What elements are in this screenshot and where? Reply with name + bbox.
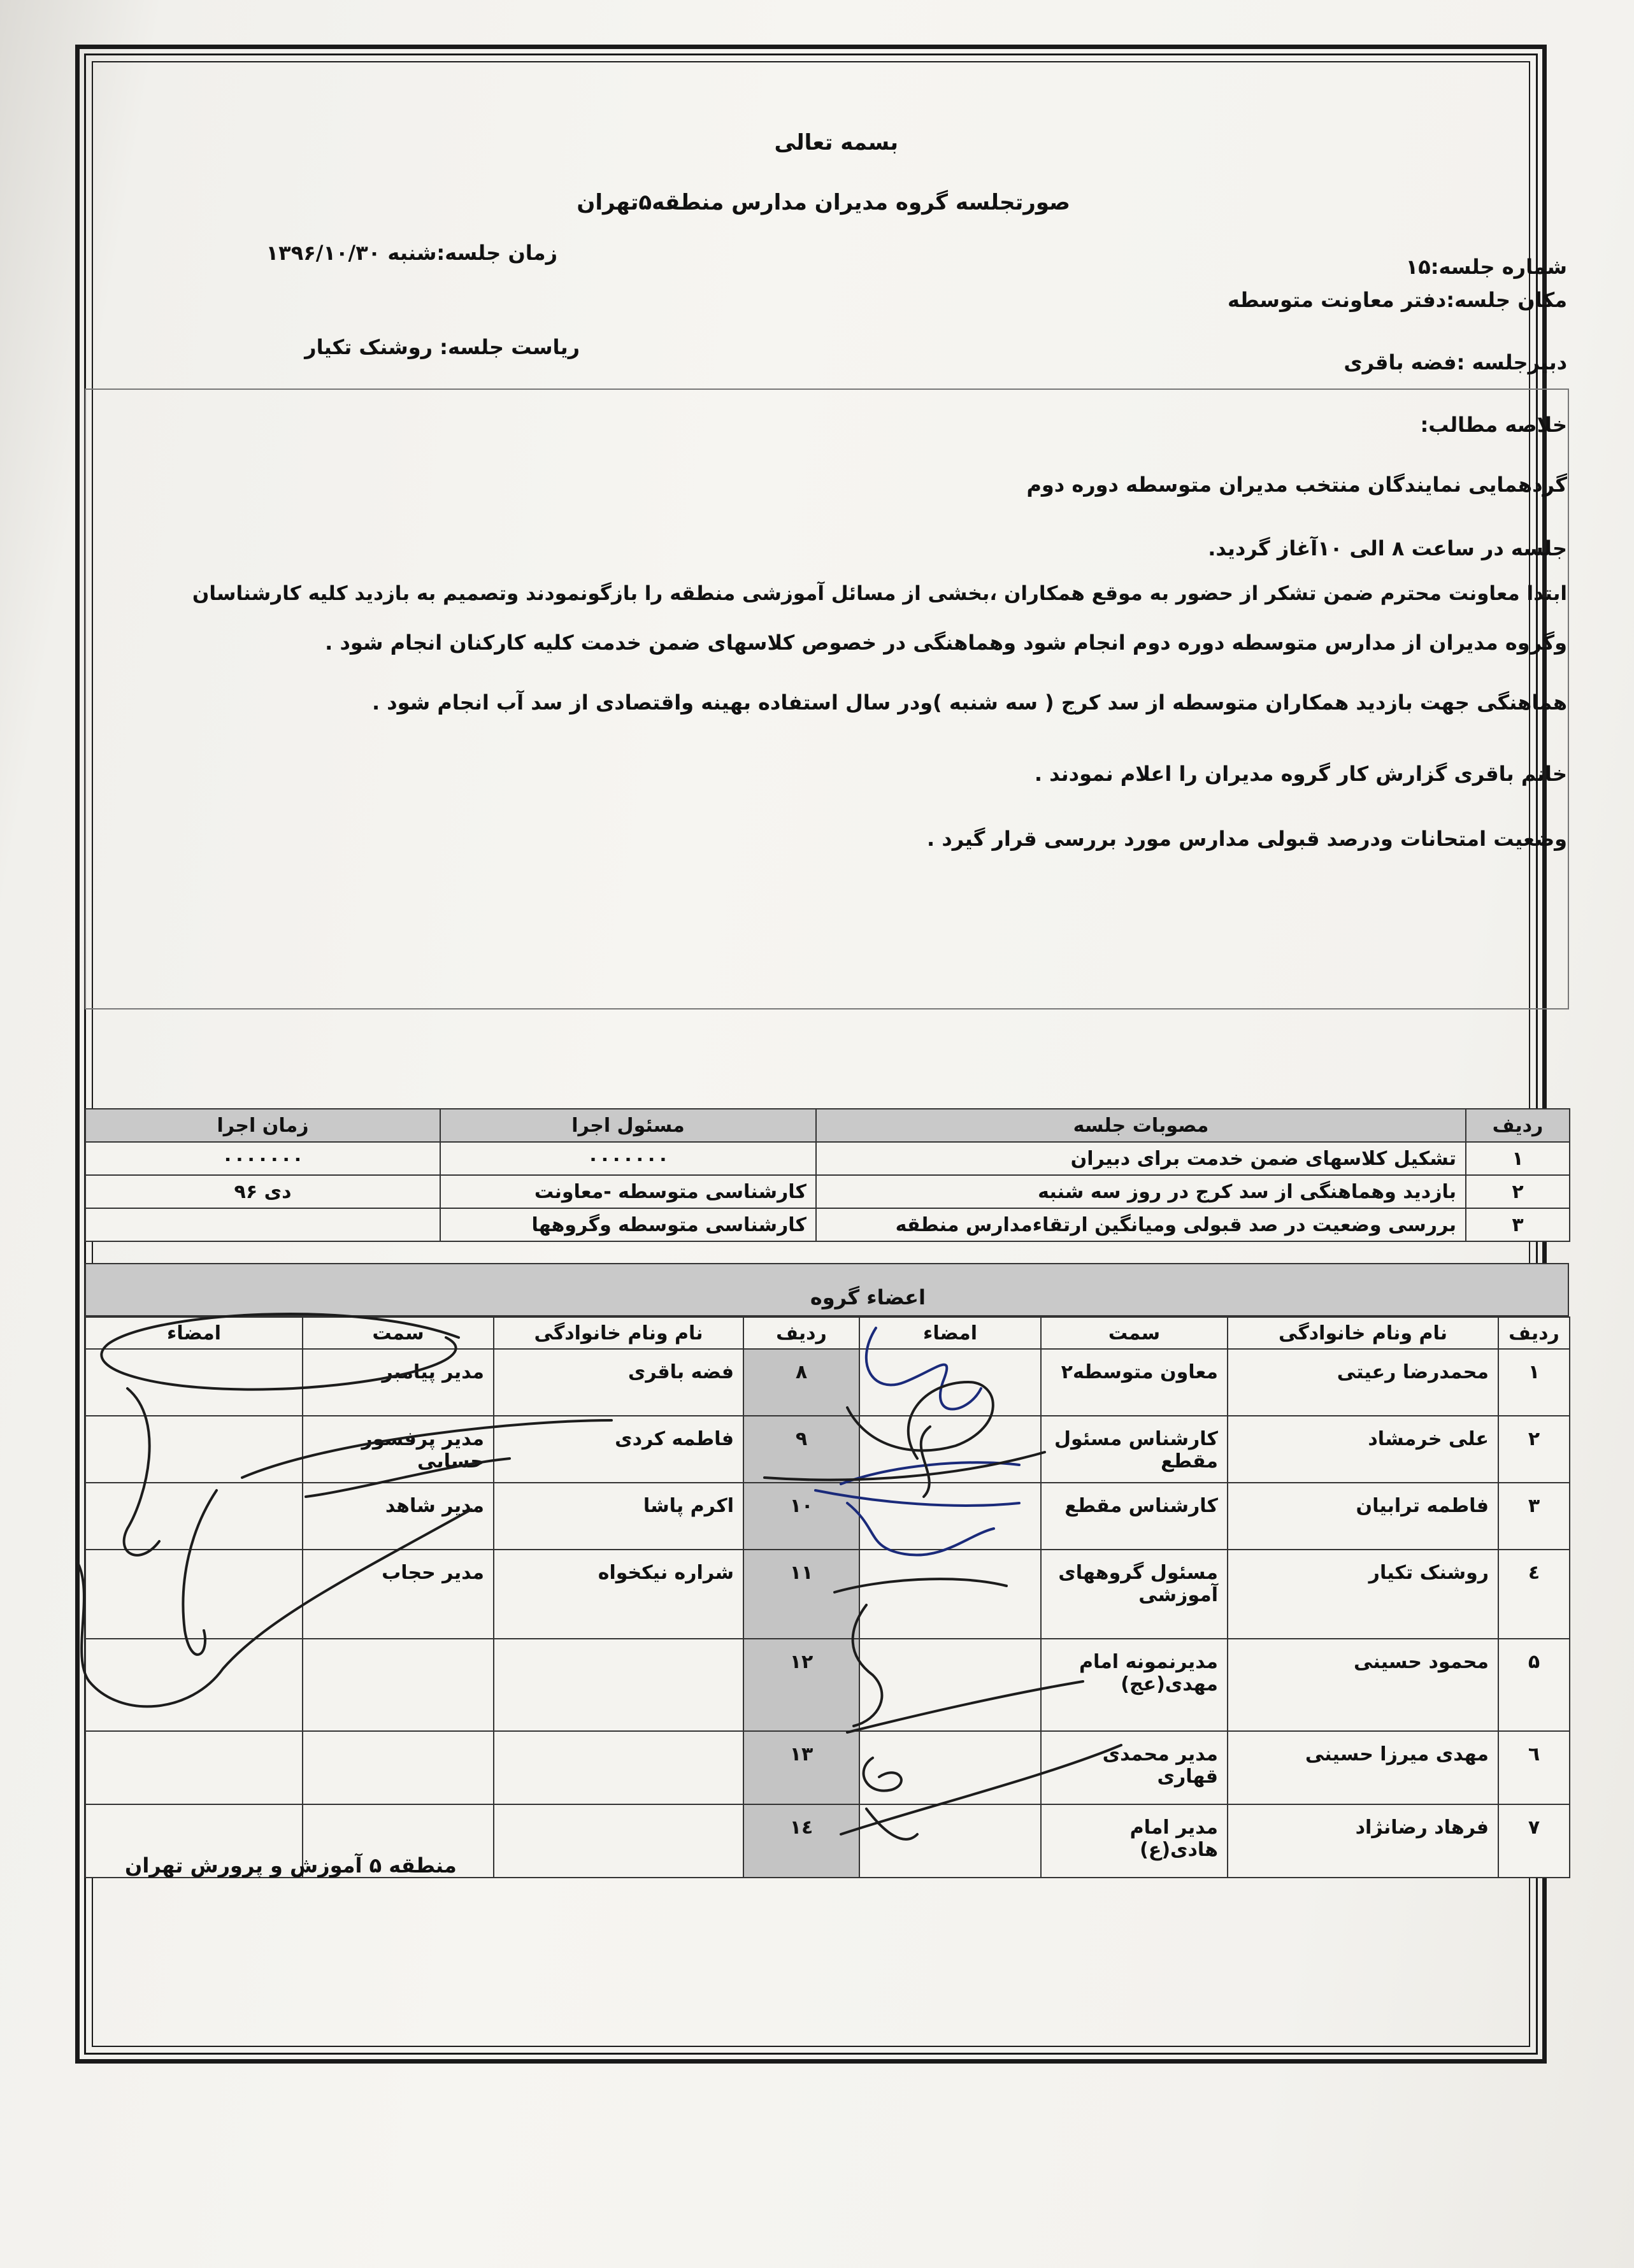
table-row xyxy=(85,1550,1570,1639)
invocation: بسمه تعالی xyxy=(774,130,898,155)
member-position: مدیر پرفسور حسابی xyxy=(303,1416,494,1483)
table-row xyxy=(85,1142,1570,1175)
table-row xyxy=(85,1349,1570,1416)
summary-paragraph: جلسه در ساعت ۸ الی ۱۰آغاز گردید. xyxy=(1208,536,1567,560)
col-header-full-name: نام ونام خانوادگی xyxy=(494,1317,743,1349)
row-number: ۱۱ xyxy=(743,1550,859,1639)
session-number: شماره جلسه:۱۵ xyxy=(1405,255,1567,279)
approvals-header-row xyxy=(85,1109,1570,1142)
row-number: ۸ xyxy=(743,1349,859,1416)
col-header-full-name: نام ونام خانوادگی xyxy=(1228,1317,1498,1349)
row-number: ۱۳ xyxy=(743,1731,859,1804)
deadline xyxy=(85,1208,440,1241)
col-header-signature: امضاء xyxy=(859,1317,1041,1349)
member-signature xyxy=(859,1483,1041,1550)
member-position: مدیرنمونه امام مهدی(عج) xyxy=(1041,1639,1228,1731)
summary-paragraph: هماهنگی جهت بازدید همکاران متوسطه از سد کرج ( سه شنبه )ودر سال استفاده بهینه واقتصادی از سد آب انجام شود . xyxy=(371,690,1567,715)
row-number: ۲ xyxy=(1498,1416,1570,1483)
member-signature xyxy=(85,1483,303,1550)
members-table xyxy=(85,1316,1570,1878)
member-name xyxy=(494,1804,743,1878)
responsible: کارشناسی متوسطه وگروهها xyxy=(440,1208,816,1241)
resolution: تشکیل کلاسهای ضمن خدمت برای دبیران xyxy=(816,1142,1466,1175)
member-name: فاطمه ترابیان xyxy=(1228,1483,1498,1550)
member-signature xyxy=(85,1731,303,1804)
member-signature xyxy=(85,1639,303,1731)
summary-heading: خلاصه مطالب: xyxy=(1420,413,1567,437)
resolution: بازدید وهماهنگی از سد کرج در روز سه شنبه xyxy=(816,1175,1466,1208)
members-header-row xyxy=(85,1317,1570,1349)
member-signature xyxy=(85,1416,303,1483)
col-header-row-number: ردیف xyxy=(1466,1109,1570,1142)
member-name xyxy=(494,1731,743,1804)
row-number: ۱ xyxy=(1466,1142,1570,1175)
member-signature xyxy=(85,1550,303,1639)
member-name: علی خرمشاد xyxy=(1228,1416,1498,1483)
member-name: روشنک تکیار xyxy=(1228,1550,1498,1639)
member-position: مدیر امام هادی(ع) xyxy=(1041,1804,1228,1878)
row-number: ۱۰ xyxy=(743,1483,859,1550)
summary-paragraph: وضعیت امتحانات ودرصد قبولی مدارس مورد بررسی قرار گیرد . xyxy=(927,827,1567,851)
member-signature xyxy=(859,1550,1041,1639)
summary-paragraph: ابتدا معاونت محترم ضمن تشکر از حضور به موقع همکاران ،بخشی از مسائل آموزشی منطقه را بازگونمودند وتصمیم به بازدید کلیه کارشناسان xyxy=(192,582,1567,605)
session-chair: ریاست جلسه: روشنک تکیار xyxy=(305,335,580,359)
member-signature xyxy=(85,1349,303,1416)
member-position: کارشناس مقطع xyxy=(1041,1483,1228,1550)
member-position xyxy=(303,1639,494,1731)
responsible: ۰۰۰۰۰۰۰ xyxy=(440,1142,816,1175)
col-header-resolution: مصوبات جلسه xyxy=(816,1109,1466,1142)
table-row xyxy=(85,1731,1570,1804)
summary-paragraph: خانم باقری گزارش کار گروه مدیران را اعلام نمودند . xyxy=(1034,762,1567,786)
table-row xyxy=(85,1416,1570,1483)
col-header-position: سمت xyxy=(1041,1317,1228,1349)
footer-text: منطقه ۵ آموزش و پرورش تهران xyxy=(125,1853,457,1878)
row-number: ۱۲ xyxy=(743,1639,859,1731)
member-position: مدیر حجاب xyxy=(303,1550,494,1639)
member-signature xyxy=(859,1639,1041,1731)
table-row xyxy=(85,1208,1570,1241)
member-position: کارشناس مسئول مقطع xyxy=(1041,1416,1228,1483)
member-signature xyxy=(859,1804,1041,1878)
session-secretary: دبیرجلسه :فضه باقری xyxy=(1344,350,1567,374)
member-position: مدیر پیامبر xyxy=(303,1349,494,1416)
member-position: معاون متوسطه۲ xyxy=(1041,1349,1228,1416)
member-name: محمدرضا رعیتی xyxy=(1228,1349,1498,1416)
member-position xyxy=(303,1731,494,1804)
member-signature xyxy=(859,1349,1041,1416)
col-header-responsible: مسئول اجرا xyxy=(440,1109,816,1142)
deadline: ۰۰۰۰۰۰۰ xyxy=(85,1142,440,1175)
row-number: ۲ xyxy=(1466,1175,1570,1208)
members-title: اعضاء گروه xyxy=(810,1285,926,1309)
table-row xyxy=(85,1483,1570,1550)
summary-paragraph: گردهمایی نمایندگان منتخب مدیران متوسطه دوره دوم xyxy=(1026,473,1567,497)
row-number: ۳ xyxy=(1466,1208,1570,1241)
col-header-row-number: ردیف xyxy=(1498,1317,1570,1349)
table-row xyxy=(85,1175,1570,1208)
resolution: بررسی وضعیت در صد قبولی ومیانگین ارتقاءمدارس منطقه xyxy=(816,1208,1466,1241)
deadline: دی ۹۶ xyxy=(85,1175,440,1208)
session-time: زمان جلسه:شنبه ۱۳۹۶/۱۰/۳۰ xyxy=(266,241,557,265)
member-position: مدیر محمدی قهاری xyxy=(1041,1731,1228,1804)
session-place: مکان جلسه:دفتر معاونت متوسطه xyxy=(1227,288,1567,312)
member-signature xyxy=(859,1416,1041,1483)
row-number: ۹ xyxy=(743,1416,859,1483)
row-number: ۱ xyxy=(1498,1349,1570,1416)
approvals-table xyxy=(85,1108,1570,1242)
col-header-signature: امضاء xyxy=(85,1317,303,1349)
row-number: ٦ xyxy=(1498,1731,1570,1804)
member-signature xyxy=(859,1731,1041,1804)
responsible: کارشناسی متوسطه -معاونت xyxy=(440,1175,816,1208)
member-name: شراره نیکخواه xyxy=(494,1550,743,1639)
member-name: مهدی میرزا حسینی xyxy=(1228,1731,1498,1804)
table-row xyxy=(85,1639,1570,1731)
member-name: محمود حسینی xyxy=(1228,1639,1498,1731)
page-title: صورتجلسه گروه مدیران مدارس منطقه۵تهران xyxy=(577,190,1070,215)
member-name: فرهاد رضانژاد xyxy=(1228,1804,1498,1878)
member-position: مدیر شاهد xyxy=(303,1483,494,1550)
row-number: ۳ xyxy=(1498,1483,1570,1550)
row-number: ۵ xyxy=(1498,1639,1570,1731)
row-number: ۷ xyxy=(1498,1804,1570,1878)
member-position: مسئول گروههای آموزشی xyxy=(1041,1550,1228,1639)
member-name: فضه باقری xyxy=(494,1349,743,1416)
summary-paragraph: وگروه مدیران از مدارس متوسطه دوره دوم انجام شود وهماهنگی در خصوص کلاسهای ضمن خدمت کلیه کارکنان انجام شود . xyxy=(325,631,1567,655)
col-header-row-number: ردیف xyxy=(743,1317,859,1349)
member-name: فاطمه کردی xyxy=(494,1416,743,1483)
col-header-position: سمت xyxy=(303,1317,494,1349)
row-number: ۱٤ xyxy=(743,1804,859,1878)
col-header-deadline: زمان اجرا xyxy=(85,1109,440,1142)
row-number: ٤ xyxy=(1498,1550,1570,1639)
member-name xyxy=(494,1639,743,1731)
member-name: اکرم پاشا xyxy=(494,1483,743,1550)
